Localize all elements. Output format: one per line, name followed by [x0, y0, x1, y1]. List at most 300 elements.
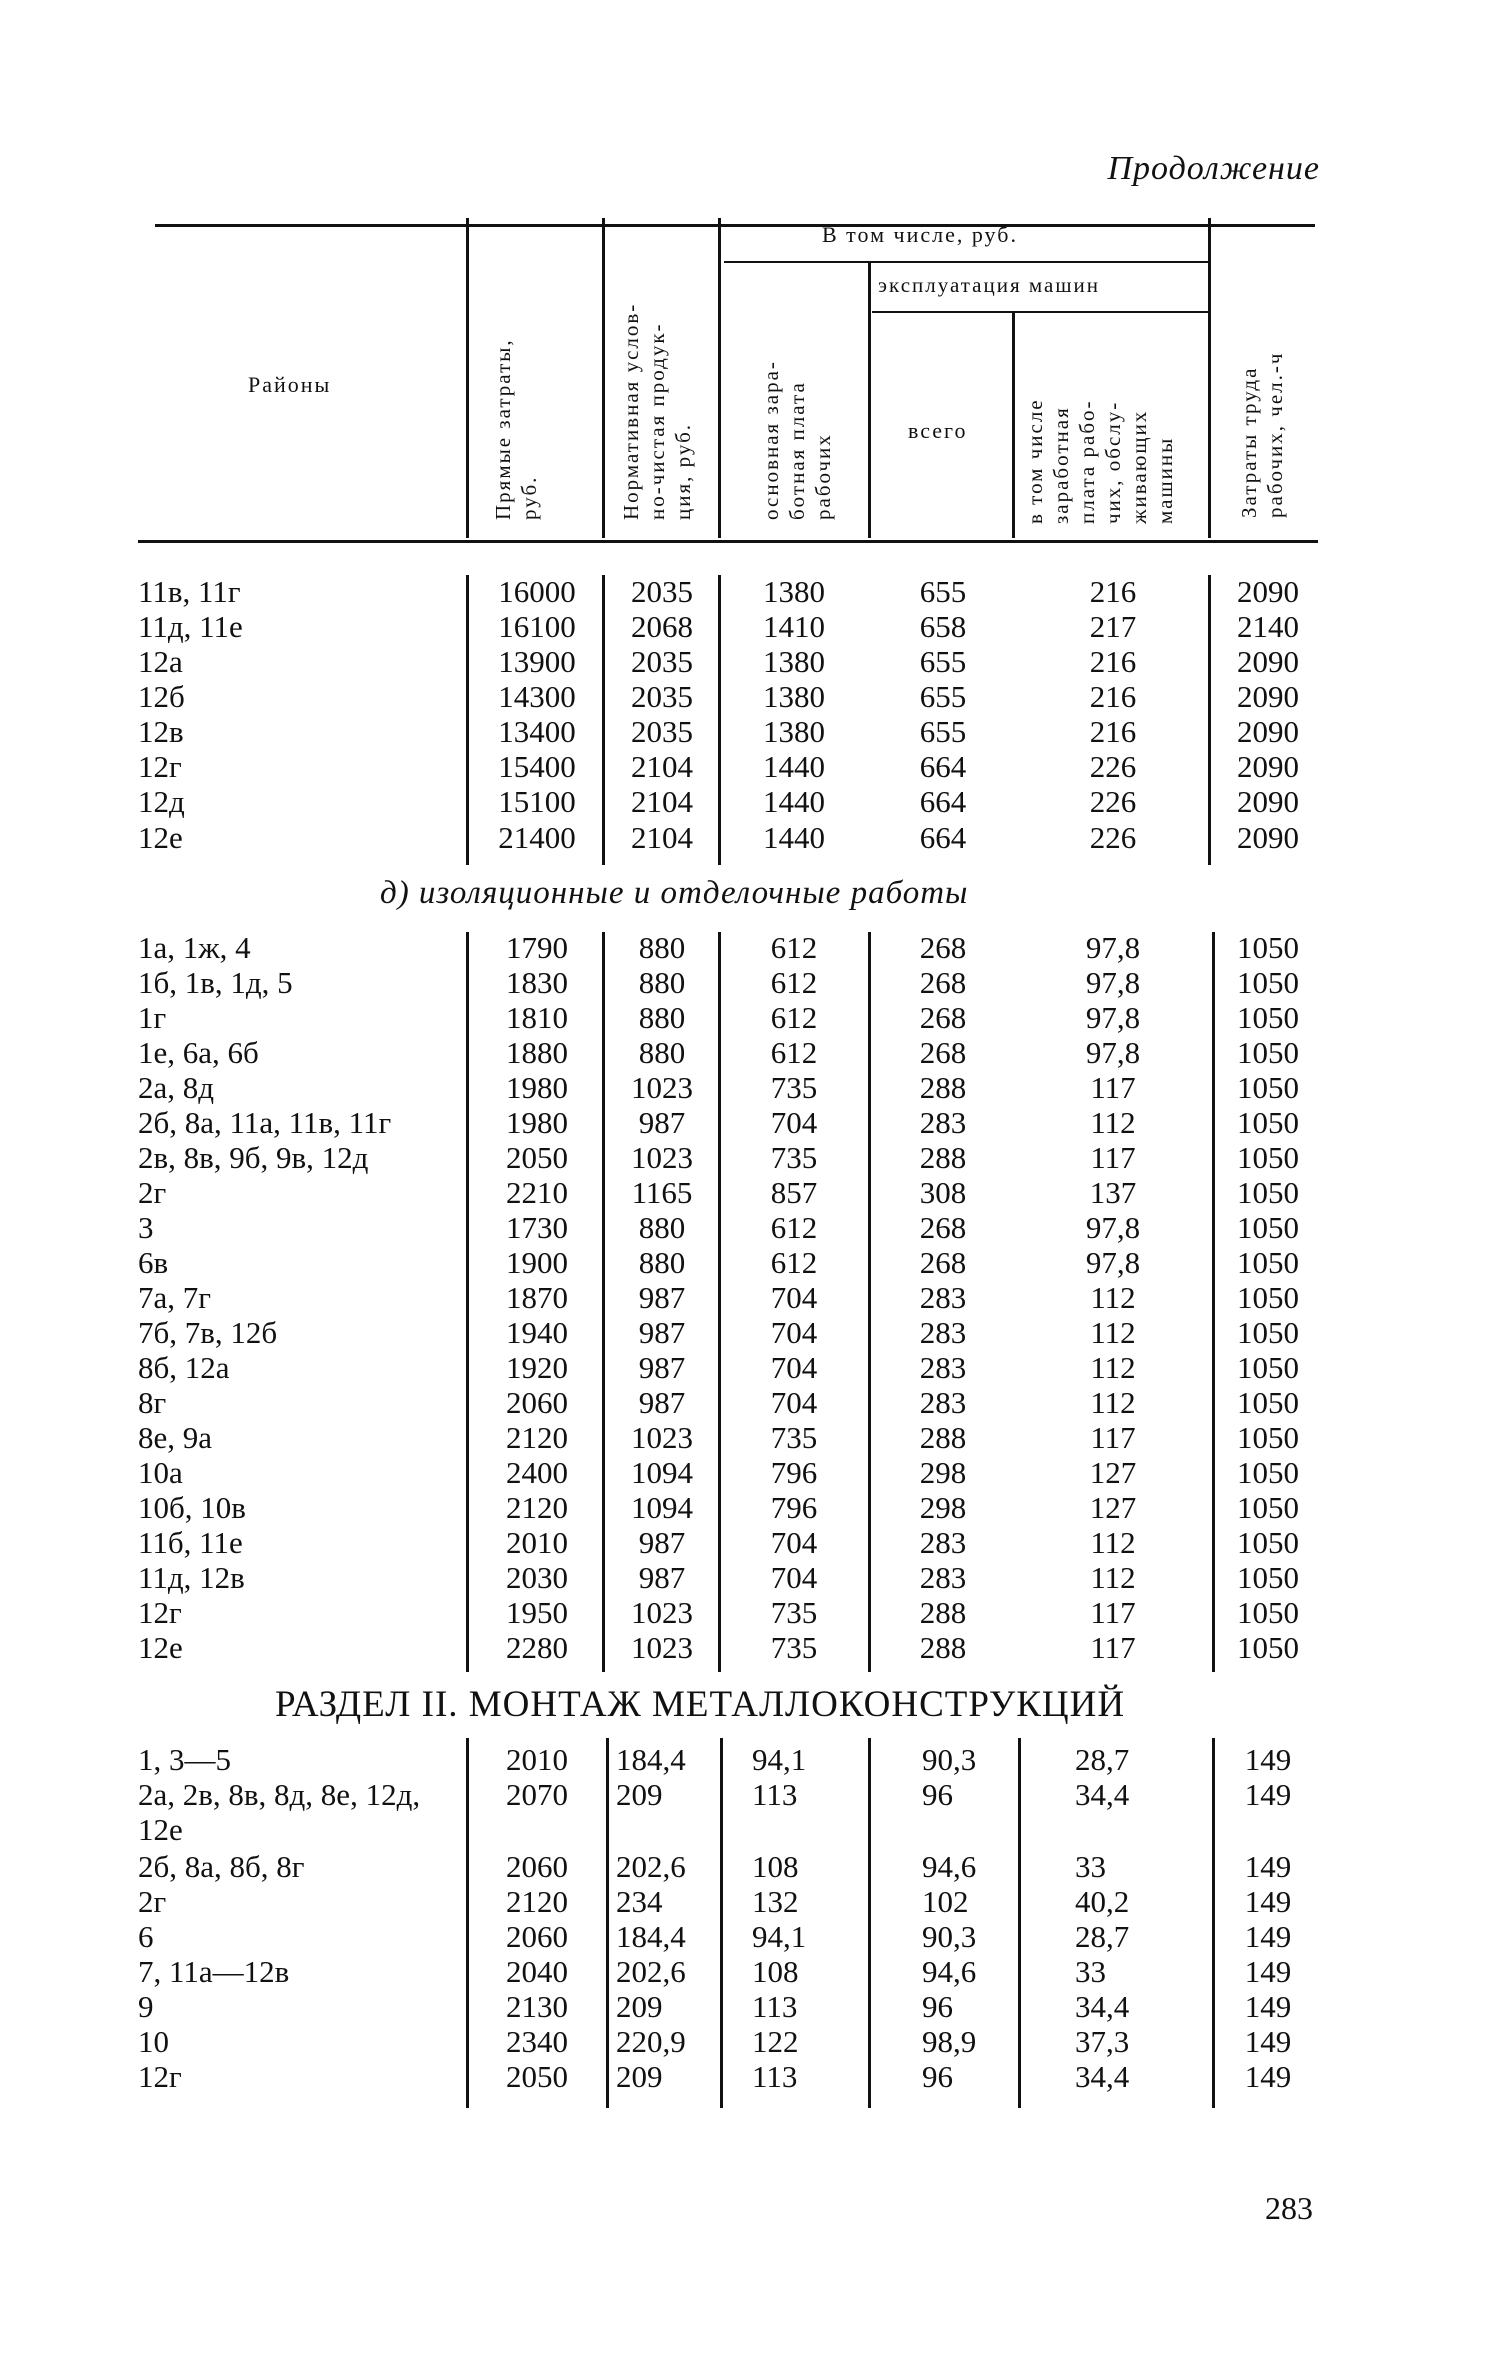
district-cell: 2а, 8д [138, 1070, 215, 1105]
normative-cell: 2035 [631, 679, 693, 714]
district-cell: 1а, 1ж, 4 [138, 930, 251, 965]
machine-wage-cell: 216 [1089, 714, 1137, 749]
direct-costs-cell: 2120 [506, 1884, 568, 1919]
basic-wage-cell: 704 [770, 1280, 818, 1315]
basic-wage-cell: 1440 [763, 820, 825, 855]
machine-wage-cell: 37,3 [1075, 2024, 1130, 2059]
district-cell: 12а [138, 644, 183, 679]
header-top-rule [155, 224, 1315, 227]
basic-wage-cell: 735 [770, 1070, 818, 1105]
machine-wage-cell: 112 [1090, 1105, 1136, 1140]
machine-wage-cell: 127 [1089, 1490, 1137, 1525]
labor-cell: 149 [1244, 2059, 1292, 2094]
normative-cell: 987 [638, 1105, 686, 1140]
machine-wage-cell: 112 [1090, 1315, 1136, 1350]
machine-total-cell: 283 [919, 1350, 967, 1385]
machine-total-cell: 283 [919, 1105, 967, 1140]
direct-costs-cell: 2120 [506, 1490, 568, 1525]
table-row [0, 1175, 1512, 1210]
machine-total-cell: 298 [919, 1455, 967, 1490]
header-col-rule [602, 218, 605, 538]
district-cell: 2г [138, 1884, 167, 1919]
district-cell: 8е, 9а [138, 1420, 213, 1455]
labor-cell: 149 [1244, 2024, 1292, 2059]
page-number: 283 [1265, 2190, 1313, 2226]
basic-wage-cell: 113 [752, 2059, 798, 2094]
normative-cell: 987 [638, 1560, 686, 1595]
table-row [0, 2059, 1512, 2094]
basic-wage-cell: 94,1 [752, 1919, 807, 1954]
basic-wage-cell: 612 [770, 1245, 818, 1280]
direct-costs-cell: 13900 [498, 644, 576, 679]
district-cell: 6 [138, 1919, 154, 1954]
normative-cell: 1023 [631, 1070, 693, 1105]
table-row [0, 1245, 1512, 1280]
machine-wage-cell: 226 [1089, 749, 1137, 784]
labor-cell: 2090 [1237, 644, 1299, 679]
normative-cell: 1023 [631, 1140, 693, 1175]
machine-wage-cell: 127 [1089, 1455, 1137, 1490]
direct-costs-cell: 1950 [506, 1595, 568, 1630]
labor-cell: 1050 [1237, 1525, 1299, 1560]
table-row [0, 1315, 1512, 1350]
district-cell: 2б, 8а, 8б, 8г [138, 1849, 305, 1884]
machine-total-cell: 655 [919, 714, 967, 749]
basic-wage-cell: 796 [770, 1455, 818, 1490]
machine-wage-cell: 97,8 [1085, 930, 1141, 965]
basic-wage-cell: 735 [770, 1140, 818, 1175]
district-cell: 2г [138, 1175, 167, 1210]
table-row [0, 1884, 1512, 1919]
labor-cell: 149 [1244, 1742, 1292, 1777]
table-row [0, 2024, 1512, 2059]
direct-costs-cell: 2030 [506, 1560, 568, 1595]
continued-label: Продолжение [1107, 150, 1320, 187]
table-row [0, 820, 1512, 855]
direct-costs-cell: 2060 [506, 1919, 568, 1954]
normative-cell: 880 [638, 1245, 686, 1280]
basic-wage-cell: 735 [770, 1630, 818, 1665]
including-rule [724, 261, 1211, 263]
labor-cell: 1050 [1237, 930, 1299, 965]
direct-costs-cell: 2060 [506, 1849, 568, 1884]
machine-wage-cell: 137 [1089, 1175, 1137, 1210]
table-row [0, 1630, 1512, 1665]
machine-wage-cell: 34,4 [1075, 1777, 1130, 1812]
table-row [0, 1350, 1512, 1385]
normative-cell: 2035 [631, 714, 693, 749]
machine-total-cell: 664 [919, 749, 967, 784]
district-cell: 11б, 11е [138, 1525, 243, 1560]
table-row [0, 1595, 1512, 1630]
direct-costs-cell: 2010 [506, 1525, 568, 1560]
machine-wage-cell: 97,8 [1085, 965, 1141, 1000]
machine-wage-cell: 226 [1089, 784, 1137, 819]
basic-wage-cell: 612 [770, 1035, 818, 1070]
machine-wage-cell: 97,8 [1085, 1245, 1141, 1280]
machine-total-cell: 102 [922, 1884, 969, 1919]
normative-cell: 880 [638, 1000, 686, 1035]
labor-cell: 149 [1244, 1777, 1292, 1812]
machine-wage-cell: 226 [1089, 820, 1137, 855]
machine-total-cell: 308 [919, 1175, 967, 1210]
basic-wage-cell: 108 [752, 1954, 799, 1989]
table-row [0, 1560, 1512, 1595]
table-row [0, 1919, 1512, 1954]
machine-wage-cell: 33 [1075, 1954, 1106, 1989]
direct-costs-cell: 1880 [506, 1035, 568, 1070]
machine-wage-cell: 112 [1090, 1280, 1136, 1315]
machine-total-cell: 90,3 [922, 1742, 977, 1777]
machine-total-cell: 283 [919, 1560, 967, 1595]
normative-cell: 2104 [631, 749, 693, 784]
machine-total-cell: 96 [922, 1777, 953, 1812]
machine-wage-cell: 117 [1090, 1595, 1136, 1630]
table-row [0, 1140, 1512, 1175]
district-cell: 12е [138, 820, 183, 855]
normative-cell: 1165 [631, 1175, 693, 1210]
direct-costs-cell: 15100 [498, 784, 576, 819]
labor-cell: 2090 [1237, 749, 1299, 784]
district-cell: 8г [138, 1385, 167, 1420]
labor-cell: 1050 [1237, 1315, 1299, 1350]
direct-costs-cell: 21400 [498, 820, 576, 855]
labor-costs-header: Затраты труда рабочих, чел.-ч [1237, 351, 1287, 518]
direct-costs-cell: 2050 [506, 1140, 568, 1175]
district-cell: 1г [138, 1000, 167, 1035]
table-row [0, 930, 1512, 965]
district-cell: 7а, 7г [138, 1280, 211, 1315]
machine-wage-cell: 34,4 [1075, 2059, 1130, 2094]
district-cell: 1б, 1в, 1д, 5 [138, 965, 293, 1000]
labor-cell: 1050 [1237, 1385, 1299, 1420]
total-header: всего [908, 418, 968, 443]
labor-cell: 1050 [1237, 1630, 1299, 1665]
table-row [0, 1954, 1512, 1989]
normative-cell: 987 [638, 1280, 686, 1315]
labor-cell: 1050 [1237, 1035, 1299, 1070]
direct-costs-cell: 16000 [498, 574, 576, 609]
basic-wage-cell: 1380 [763, 574, 825, 609]
table-row [0, 1070, 1512, 1105]
direct-costs-cell: 1730 [506, 1210, 568, 1245]
basic-wage-cell: 113 [752, 1989, 798, 2024]
direct-costs-header: Прямые затраты, руб. [491, 338, 541, 520]
table-row [0, 1210, 1512, 1245]
direct-costs-cell: 15400 [498, 749, 576, 784]
normative-cell: 202,6 [616, 1954, 686, 1989]
incl-wage-header: в том числе заработная плата рабо- чих, обслу- живающих машины [1023, 398, 1177, 524]
basic-wage-cell: 122 [752, 2024, 799, 2059]
table-row [0, 1105, 1512, 1140]
direct-costs-cell: 2040 [506, 1954, 568, 1989]
direct-costs-cell: 1940 [506, 1315, 568, 1350]
machine-wage-cell: 97,8 [1085, 1035, 1141, 1070]
table-row [0, 1490, 1512, 1525]
normative-cell: 1023 [631, 1595, 693, 1630]
table-row [0, 679, 1512, 714]
machine-total-cell: 655 [919, 644, 967, 679]
machine-total-cell: 283 [919, 1280, 967, 1315]
machine-total-cell: 283 [919, 1385, 967, 1420]
machine-wage-cell: 34,4 [1075, 1989, 1130, 2024]
labor-cell: 149 [1244, 1919, 1292, 1954]
machine-wage-cell: 28,7 [1075, 1742, 1130, 1777]
table-row [0, 1035, 1512, 1070]
direct-costs-cell: 1980 [506, 1105, 568, 1140]
direct-costs-cell: 1900 [506, 1245, 568, 1280]
labor-cell: 2090 [1237, 820, 1299, 855]
district-cell: 11в, 11г [138, 574, 241, 609]
machine-total-cell: 98,9 [922, 2024, 977, 2059]
normative-cell: 1094 [631, 1455, 693, 1490]
table-row [0, 1385, 1512, 1420]
district-cell: 6в [138, 1245, 169, 1280]
machine-total-cell: 96 [922, 2059, 953, 2094]
normative-cell: 880 [638, 1035, 686, 1070]
machine-operation-header: эксплуатация машин [878, 273, 1100, 297]
district-cell: 11д, 11е [138, 609, 243, 644]
basic-wage-cell: 1380 [763, 644, 825, 679]
direct-costs-cell: 1870 [506, 1280, 568, 1315]
normative-cell: 1023 [631, 1420, 693, 1455]
header-col-rule [868, 262, 871, 538]
labor-cell: 2090 [1237, 574, 1299, 609]
district-cell: 11д, 12в [138, 1560, 245, 1595]
district-cell: 10б, 10в [138, 1490, 246, 1525]
district-cell: 12г [138, 2059, 182, 2094]
table-row [0, 644, 1512, 679]
direct-costs-cell: 2070 [506, 1777, 568, 1812]
header-col-rule [718, 218, 721, 538]
header-bottom-rule [138, 540, 1318, 543]
basic-wage-cell: 704 [770, 1385, 818, 1420]
basic-wage-cell: 704 [770, 1525, 818, 1560]
machine-wage-cell: 112 [1090, 1350, 1136, 1385]
normative-cell: 2104 [631, 820, 693, 855]
table-row [0, 1000, 1512, 1035]
labor-cell: 1050 [1237, 1210, 1299, 1245]
district-cell: 12д [138, 784, 185, 819]
district-cell: 12г [138, 1595, 182, 1630]
including-header: В том числе, руб. [822, 222, 1018, 247]
basic-wage-cell: 132 [752, 1884, 799, 1919]
table-row [0, 1989, 1512, 2024]
district-cell: 3 [138, 1210, 154, 1245]
district-cell: 1, 3—5 [138, 1742, 231, 1777]
machine-total-cell: 664 [919, 820, 967, 855]
machine-rule [872, 311, 1211, 313]
district-cell: 12е [138, 1630, 183, 1665]
direct-costs-cell: 2060 [506, 1385, 568, 1420]
basic-wage-cell: 735 [770, 1420, 818, 1455]
machine-total-cell: 90,3 [922, 1919, 977, 1954]
machine-total-cell: 268 [919, 1245, 967, 1280]
basic-wage-cell: 796 [770, 1490, 818, 1525]
district-cell: 7б, 7в, 12б [138, 1315, 278, 1350]
machine-total-cell: 288 [919, 1420, 967, 1455]
basic-wage-cell: 612 [770, 1000, 818, 1035]
normative-cell: 880 [638, 965, 686, 1000]
normative-cell: 2035 [631, 644, 693, 679]
normative-cell: 234 [616, 1884, 663, 1919]
section-ii-title: РАЗДЕЛ II. МОНТАЖ МЕТАЛЛОКОНСТРУКЦИЙ [275, 1684, 1126, 1725]
district-cell: 2в, 8в, 9б, 9в, 12д [138, 1140, 369, 1175]
machine-wage-cell: 216 [1089, 644, 1137, 679]
labor-cell: 1050 [1237, 1105, 1299, 1140]
machine-wage-cell: 28,7 [1075, 1919, 1130, 1954]
normative-cell: 202,6 [616, 1849, 686, 1884]
machine-wage-cell: 33 [1075, 1849, 1106, 1884]
normative-cell: 1094 [631, 1490, 693, 1525]
machine-wage-cell: 217 [1089, 609, 1137, 644]
machine-total-cell: 268 [919, 1000, 967, 1035]
labor-cell: 1050 [1237, 965, 1299, 1000]
labor-cell: 2090 [1237, 679, 1299, 714]
machine-wage-cell: 112 [1090, 1385, 1136, 1420]
table-row [0, 1280, 1512, 1315]
basic-wage-cell: 612 [770, 930, 818, 965]
labor-cell: 1050 [1237, 1420, 1299, 1455]
direct-costs-cell: 1920 [506, 1350, 568, 1385]
direct-costs-cell: 1830 [506, 965, 568, 1000]
labor-cell: 1050 [1237, 1595, 1299, 1630]
districts-header: Районы [248, 372, 332, 397]
machine-wage-cell: 117 [1090, 1140, 1136, 1175]
table-row [0, 1742, 1512, 1777]
header-col-rule [466, 218, 469, 538]
basic-wage-cell: 704 [770, 1350, 818, 1385]
direct-costs-cell: 2280 [506, 1630, 568, 1665]
table-row [0, 1420, 1512, 1455]
header-col-rule [1012, 312, 1015, 538]
machine-total-cell: 655 [919, 679, 967, 714]
machine-total-cell: 283 [919, 1525, 967, 1560]
labor-cell: 1050 [1237, 1000, 1299, 1035]
direct-costs-cell: 1790 [506, 930, 568, 965]
machine-total-cell: 664 [919, 784, 967, 819]
machine-total-cell: 298 [919, 1490, 967, 1525]
basic-wage-cell: 1440 [763, 749, 825, 784]
basic-wage-cell: 1380 [763, 679, 825, 714]
machine-total-cell: 288 [919, 1630, 967, 1665]
section-d-title: д) изоляционные и отделочные работы [380, 875, 969, 911]
direct-costs-cell: 2120 [506, 1420, 568, 1455]
district-cell: 8б, 12а [138, 1350, 230, 1385]
machine-total-cell: 655 [919, 574, 967, 609]
direct-costs-cell: 2050 [506, 2059, 568, 2094]
district-cell: 9 [138, 1989, 154, 2024]
table-row [0, 1849, 1512, 1884]
direct-costs-cell: 14300 [498, 679, 576, 714]
basic-wage-cell: 94,1 [752, 1742, 807, 1777]
basic-wage-header: основная зара- ботная плата рабочих [759, 360, 835, 520]
labor-cell: 2090 [1237, 784, 1299, 819]
basic-wage-cell: 113 [752, 1777, 798, 1812]
basic-wage-cell: 1380 [763, 714, 825, 749]
labor-cell: 1050 [1237, 1490, 1299, 1525]
machine-wage-cell: 216 [1089, 679, 1137, 714]
direct-costs-cell: 2400 [506, 1455, 568, 1490]
district-cell: 12б [138, 679, 185, 714]
labor-cell: 1050 [1237, 1175, 1299, 1210]
labor-cell: 149 [1244, 1954, 1292, 1989]
machine-wage-cell: 97,8 [1085, 1000, 1141, 1035]
labor-cell: 1050 [1237, 1350, 1299, 1385]
table-row [0, 714, 1512, 749]
direct-costs-cell: 13400 [498, 714, 576, 749]
machine-wage-cell: 216 [1089, 574, 1137, 609]
machine-total-cell: 268 [919, 965, 967, 1000]
district-cell: 12г [138, 749, 182, 784]
district-cell: 7, 11а—12в [138, 1954, 290, 1989]
machine-total-cell: 288 [919, 1140, 967, 1175]
machine-total-cell: 268 [919, 930, 967, 965]
basic-wage-cell: 704 [770, 1315, 818, 1350]
table-row [0, 749, 1512, 784]
basic-wage-cell: 108 [752, 1849, 799, 1884]
machine-total-cell: 283 [919, 1315, 967, 1350]
district-cell: 2а, 2в, 8в, 8д, 8е, 12д, 12е [138, 1777, 421, 1847]
labor-cell: 2090 [1237, 714, 1299, 749]
direct-costs-cell: 2010 [506, 1742, 568, 1777]
basic-wage-cell: 1410 [763, 609, 825, 644]
basic-wage-cell: 612 [770, 965, 818, 1000]
table-row [0, 1525, 1512, 1560]
machine-wage-cell: 117 [1090, 1420, 1136, 1455]
normative-cell: 209 [616, 1989, 663, 2024]
normative-cell: 880 [638, 930, 686, 965]
machine-wage-cell: 117 [1090, 1630, 1136, 1665]
table-row [0, 1455, 1512, 1490]
district-cell: 12в [138, 714, 184, 749]
machine-total-cell: 658 [919, 609, 967, 644]
normative-cell: 2068 [631, 609, 693, 644]
labor-cell: 1050 [1237, 1560, 1299, 1595]
normative-cell: 987 [638, 1525, 686, 1560]
normative-cell: 184,4 [616, 1919, 686, 1954]
labor-cell: 1050 [1237, 1140, 1299, 1175]
machine-total-cell: 268 [919, 1210, 967, 1245]
basic-wage-cell: 735 [770, 1595, 818, 1630]
direct-costs-cell: 1810 [506, 1000, 568, 1035]
labor-cell: 149 [1244, 1989, 1292, 2024]
normative-cell: 1023 [631, 1630, 693, 1665]
header-col-rule [1208, 218, 1211, 538]
normative-cell: 220,9 [616, 2024, 686, 2059]
machine-total-cell: 94,6 [922, 1954, 977, 1989]
normative-cell: 2035 [631, 574, 693, 609]
normative-cell: 987 [638, 1385, 686, 1420]
machine-total-cell: 288 [919, 1595, 967, 1630]
basic-wage-cell: 704 [770, 1560, 818, 1595]
table-row [0, 574, 1512, 609]
direct-costs-cell: 16100 [498, 609, 576, 644]
direct-costs-cell: 2340 [506, 2024, 568, 2059]
direct-costs-cell: 1980 [506, 1070, 568, 1105]
machine-total-cell: 94,6 [922, 1849, 977, 1884]
labor-cell: 2140 [1237, 609, 1299, 644]
labor-cell: 1050 [1237, 1245, 1299, 1280]
labor-cell: 1050 [1237, 1280, 1299, 1315]
machine-wage-cell: 112 [1090, 1525, 1136, 1560]
normative-cell: 209 [616, 2059, 663, 2094]
normative-cell: 2104 [631, 784, 693, 819]
normative-cell: 184,4 [616, 1742, 686, 1777]
table-row [0, 609, 1512, 644]
labor-cell: 1050 [1237, 1455, 1299, 1490]
district-cell: 2б, 8а, 11а, 11в, 11г [138, 1105, 392, 1140]
